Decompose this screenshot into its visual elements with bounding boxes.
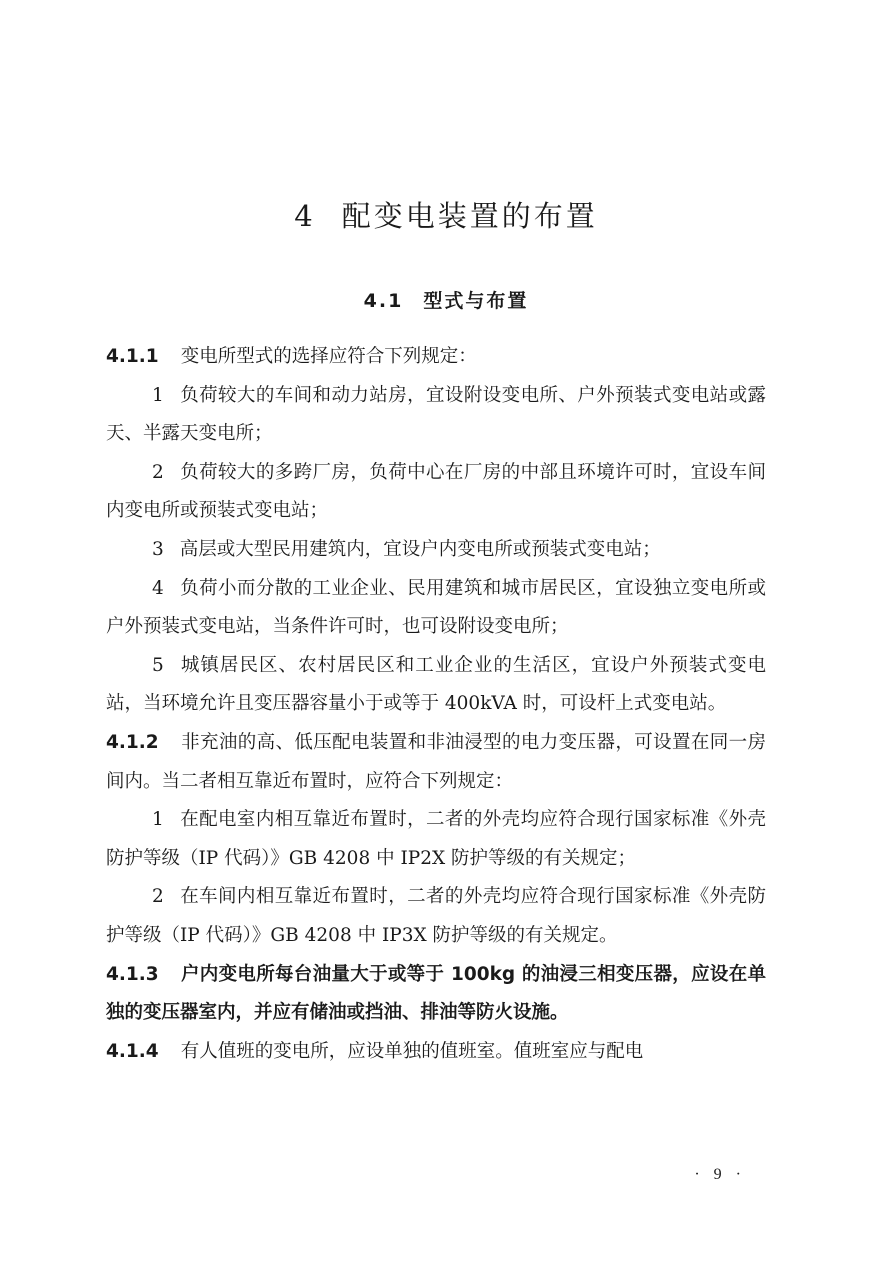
clause-4-1-2 bbox=[106, 724, 766, 801]
list-item bbox=[106, 377, 766, 454]
list-item bbox=[106, 531, 766, 570]
list-item bbox=[106, 570, 766, 647]
clause-text: 变电所型式的选择应符合下列规定： bbox=[180, 346, 477, 367]
item-text: 城镇居民区、农村居民区和工业企业的生活区，宜设户外预装式变电站，当环境允许且变压器容量小于或等于 400kVA 时，可设杆上式变电站。 bbox=[106, 654, 766, 715]
item-number: 3 bbox=[152, 538, 164, 560]
section-number: 4.1 bbox=[363, 290, 404, 312]
clause-4-1-1 bbox=[106, 338, 766, 377]
list-item bbox=[106, 801, 766, 878]
item-number: 1 bbox=[152, 384, 164, 406]
clause-text: 户内变电所每台油量大于或等于 100kg 的油浸三相变压器，应设在单独的变压器室内，并应有储油或挡油、排油等防火设施。 bbox=[106, 963, 766, 1024]
item-text: 负荷小而分散的工业企业、民用建筑和城市居民区，宜设独立变电所或户外预装式变电站，当条件许可时，也可设附设变电所； bbox=[106, 577, 766, 638]
item-number: 1 bbox=[152, 809, 164, 831]
page-number: · 9 · bbox=[694, 1166, 746, 1183]
item-text: 在配电室内相互靠近布置时，二者的外壳均应符合现行国家标准《外壳防护等级（IP 代码）》GB 4208 中 IP2X 防护等级的有关规定； bbox=[106, 809, 766, 869]
clause-number: 4.1.3 bbox=[106, 963, 159, 985]
clause-text: 有人值班的变电所，应设单独的值班室。值班室应与配电 bbox=[180, 1040, 644, 1062]
clause-number: 4.1.2 bbox=[106, 731, 159, 753]
item-text: 负荷较大的多跨厂房，负荷中心在厂房的中部且环境许可时，宜设车间内变电所或预装式变电站； bbox=[106, 461, 766, 522]
clause-4-1-3 bbox=[106, 956, 766, 1033]
clause-text: 非充油的高、低压配电装置和非油浸型的电力变压器，可设置在同一房间内。当二者相互靠近布置时，应符合下列规定： bbox=[106, 731, 766, 792]
item-number: 2 bbox=[152, 461, 164, 483]
section-title-text: 型式与布置 bbox=[423, 290, 529, 312]
item-text: 高层或大型民用建筑内，宜设户内变电所或预装式变电站； bbox=[179, 538, 661, 560]
chapter-title bbox=[0, 196, 892, 236]
chapter-title-text: 配变电装置的布置 bbox=[341, 199, 598, 233]
list-item bbox=[106, 878, 766, 955]
list-item bbox=[106, 647, 766, 724]
clause-number: 4.1.1 bbox=[106, 346, 159, 367]
item-number: 5 bbox=[152, 654, 164, 676]
item-number: 2 bbox=[152, 886, 164, 908]
chapter-number: 4 bbox=[294, 199, 316, 233]
item-number: 4 bbox=[152, 577, 164, 599]
section-title bbox=[0, 286, 892, 316]
clause-4-1-4 bbox=[106, 1033, 766, 1072]
clause-number: 4.1.4 bbox=[106, 1040, 159, 1062]
item-text: 负荷较大的车间和动力站房，宜设附设变电所、户外预装式变电站或露天、半露天变电所； bbox=[106, 384, 766, 445]
list-item bbox=[106, 454, 766, 531]
item-text: 在车间内相互靠近布置时，二者的外壳均应符合现行国家标准《外壳防护等级（IP 代码）》GB 4208 中 IP3X 防护等级的有关规定。 bbox=[106, 886, 766, 946]
body-text bbox=[106, 338, 766, 1071]
